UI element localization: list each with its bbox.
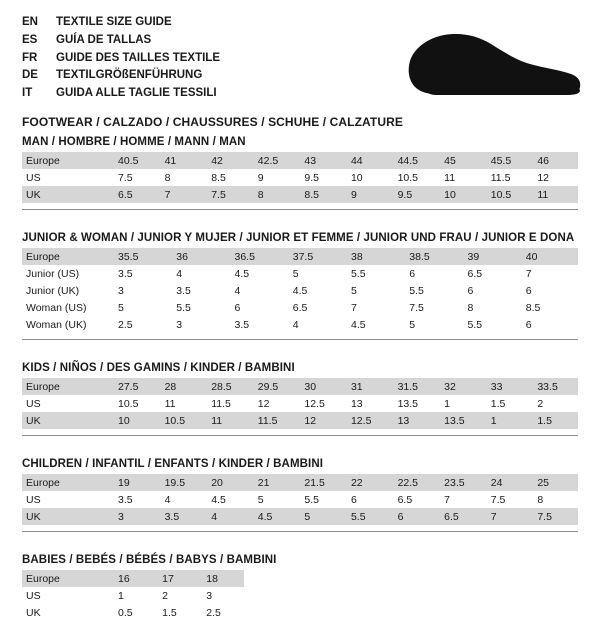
size-cell: 6 xyxy=(520,316,578,333)
size-cell: 1.5 xyxy=(485,395,532,412)
section-divider xyxy=(22,435,578,436)
language-code: EN xyxy=(22,16,38,28)
row-label: Woman (US) xyxy=(22,299,112,316)
section-title: MAN / HOMBRE / HOMME / MANN / MAN xyxy=(22,136,246,148)
size-cell: 10 xyxy=(345,169,392,186)
size-cell: 2.5 xyxy=(112,316,170,333)
table-row xyxy=(22,316,578,333)
size-cell: 20 xyxy=(205,474,252,491)
size-cell: 1.5 xyxy=(531,412,578,429)
size-cell: 3.5 xyxy=(159,508,206,525)
size-cell: 13.5 xyxy=(438,412,485,429)
size-cell: 8 xyxy=(159,169,206,186)
size-cell: 4 xyxy=(287,316,345,333)
size-cell: 19 xyxy=(112,474,159,491)
size-cell: 9 xyxy=(345,186,392,203)
table-row xyxy=(22,248,578,265)
size-cell: 19.5 xyxy=(159,474,206,491)
language-row xyxy=(22,32,220,50)
size-cell: 9.5 xyxy=(392,186,439,203)
size-cell: 30 xyxy=(298,378,345,395)
size-cell: 4.5 xyxy=(252,508,299,525)
size-cell: 38 xyxy=(345,248,403,265)
size-table xyxy=(22,152,578,203)
size-cell: 11.5 xyxy=(205,395,252,412)
size-cell: 41 xyxy=(159,152,206,169)
size-cell: 4.5 xyxy=(287,282,345,299)
size-cell: 12 xyxy=(531,169,578,186)
size-cell: 9.5 xyxy=(298,169,345,186)
size-cell: 25 xyxy=(531,474,578,491)
size-section xyxy=(22,136,578,210)
row-label: Europe xyxy=(22,570,112,587)
size-cell: 44.5 xyxy=(392,152,439,169)
size-cell: 6 xyxy=(345,491,392,508)
size-cell: 45 xyxy=(438,152,485,169)
table-row xyxy=(22,412,578,429)
size-cell: 7 xyxy=(438,491,485,508)
size-cell: 3.5 xyxy=(170,282,228,299)
size-cell: 36 xyxy=(170,248,228,265)
size-cell: 42 xyxy=(205,152,252,169)
size-cell: 28 xyxy=(159,378,206,395)
section-title: CHILDREN / INFANTIL / ENFANTS / KINDER / BAMBINI xyxy=(22,458,324,470)
language-row xyxy=(22,14,220,32)
row-label: US xyxy=(22,395,112,412)
size-cell: 36.5 xyxy=(229,248,287,265)
size-cell: 6.5 xyxy=(112,186,159,203)
size-cell: 22 xyxy=(345,474,392,491)
language-title: GUIDE DES TAILLES TEXTILE xyxy=(56,51,220,64)
size-cell: 11 xyxy=(438,169,485,186)
size-table xyxy=(22,474,578,525)
size-cell: 2.5 xyxy=(200,604,244,621)
size-cell: 40 xyxy=(520,248,578,265)
row-label: Junior (UK) xyxy=(22,282,112,299)
table-row xyxy=(22,152,578,169)
size-cell: 44 xyxy=(345,152,392,169)
row-label: Woman (UK) xyxy=(22,316,112,333)
size-cell: 3 xyxy=(112,508,159,525)
size-cell: 29.5 xyxy=(252,378,299,395)
size-cell: 5 xyxy=(298,508,345,525)
section-title: KIDS / NIÑOS / DES GAMINS / KINDER / BAMBINI xyxy=(22,362,295,374)
size-cell: 35.5 xyxy=(112,248,170,265)
size-cell: 12 xyxy=(252,395,299,412)
size-sections xyxy=(22,136,578,621)
size-cell: 4.5 xyxy=(229,265,287,282)
size-cell: 40.5 xyxy=(112,152,159,169)
size-cell: 5.5 xyxy=(298,491,345,508)
table-row xyxy=(22,587,244,604)
size-cell: 7.5 xyxy=(112,169,159,186)
size-cell: 5.5 xyxy=(462,316,520,333)
size-cell: 1.5 xyxy=(156,604,200,621)
row-label: US xyxy=(22,491,112,508)
size-cell: 4 xyxy=(205,508,252,525)
size-cell: 23.5 xyxy=(438,474,485,491)
size-cell: 4 xyxy=(229,282,287,299)
size-cell: 45.5 xyxy=(485,152,532,169)
table-row xyxy=(22,169,578,186)
size-section xyxy=(22,232,578,340)
language-code: FR xyxy=(22,51,38,64)
size-cell: 7.5 xyxy=(403,299,461,316)
size-cell: 33 xyxy=(485,378,532,395)
size-cell: 13 xyxy=(392,412,439,429)
size-cell: 6.5 xyxy=(438,508,485,525)
table-row xyxy=(22,604,244,621)
size-cell: 7.5 xyxy=(205,186,252,203)
size-cell: 12 xyxy=(298,412,345,429)
size-cell: 39 xyxy=(462,248,520,265)
size-cell: 32 xyxy=(438,378,485,395)
size-cell: 21 xyxy=(252,474,299,491)
language-code: IT xyxy=(22,87,33,100)
table-row xyxy=(22,378,578,395)
size-cell: 42.5 xyxy=(252,152,299,169)
size-cell: 5 xyxy=(252,491,299,508)
size-cell: 17 xyxy=(156,570,200,587)
language-title: GUÍA DE TALLAS xyxy=(56,33,152,46)
language-code: ES xyxy=(22,33,38,46)
size-cell: 16 xyxy=(112,570,156,587)
row-label: US xyxy=(22,169,112,186)
size-cell: 1 xyxy=(438,395,485,412)
size-cell: 46 xyxy=(531,152,578,169)
size-cell: 6 xyxy=(462,282,520,299)
size-cell: 8.5 xyxy=(205,169,252,186)
size-cell: 27.5 xyxy=(112,378,159,395)
table-row xyxy=(22,282,578,299)
size-cell: 7.5 xyxy=(485,491,532,508)
language-title: TEXTILGRÖßENFÜHRUNG xyxy=(56,69,203,82)
size-cell: 5.5 xyxy=(170,299,228,316)
size-cell: 43 xyxy=(298,152,345,169)
size-cell: 4 xyxy=(170,265,228,282)
language-title: TEXTILE SIZE GUIDE xyxy=(56,16,172,28)
row-label: Junior (US) xyxy=(22,265,112,282)
table-row xyxy=(22,570,244,587)
dress-shoe-icon xyxy=(392,30,582,100)
row-label: UK xyxy=(22,412,112,429)
document-header xyxy=(22,14,578,130)
size-cell: 8.5 xyxy=(520,299,578,316)
size-cell: 7.5 xyxy=(531,508,578,525)
size-cell: 11.5 xyxy=(485,169,532,186)
row-label: Europe xyxy=(22,474,112,491)
size-cell: 7 xyxy=(485,508,532,525)
size-cell: 8 xyxy=(252,186,299,203)
size-cell: 11.5 xyxy=(252,412,299,429)
size-cell: 10 xyxy=(438,186,485,203)
size-cell: 4 xyxy=(159,491,206,508)
size-cell: 28.5 xyxy=(205,378,252,395)
size-cell: 8.5 xyxy=(298,186,345,203)
section-divider xyxy=(22,209,578,210)
size-cell: 13 xyxy=(345,395,392,412)
size-cell: 12.5 xyxy=(345,412,392,429)
size-table xyxy=(22,570,244,621)
size-cell: 24 xyxy=(485,474,532,491)
table-row xyxy=(22,508,578,525)
row-label: Europe xyxy=(22,378,112,395)
size-cell: 2 xyxy=(531,395,578,412)
row-label: US xyxy=(22,587,112,604)
size-cell: 10 xyxy=(112,412,159,429)
size-cell: 4.5 xyxy=(205,491,252,508)
size-cell: 9 xyxy=(252,169,299,186)
language-row xyxy=(22,67,220,85)
size-table xyxy=(22,378,578,429)
size-cell: 7 xyxy=(159,186,206,203)
size-cell: 37.5 xyxy=(287,248,345,265)
size-cell: 5 xyxy=(403,316,461,333)
size-cell: 5.5 xyxy=(345,265,403,282)
size-cell: 31.5 xyxy=(392,378,439,395)
size-cell: 6 xyxy=(229,299,287,316)
row-label: UK xyxy=(22,186,112,203)
language-code: DE xyxy=(22,69,38,82)
size-cell: 11 xyxy=(205,412,252,429)
size-cell: 22.5 xyxy=(392,474,439,491)
size-cell: 6 xyxy=(403,265,461,282)
section-title: BABIES / BEBÉS / BÉBÉS / BABYS / BAMBINI xyxy=(22,554,277,566)
language-row xyxy=(22,50,220,68)
size-cell: 6.5 xyxy=(462,265,520,282)
size-cell: 10.5 xyxy=(485,186,532,203)
size-cell: 5.5 xyxy=(345,508,392,525)
document-subtitle: FOOTWEAR / CALZADO / CHAUSSURES / SCHUHE / CALZATURE xyxy=(22,115,403,130)
row-label: UK xyxy=(22,508,112,525)
language-title: GUIDA ALLE TAGLIE TESSILI xyxy=(56,87,217,100)
size-cell: 3 xyxy=(200,587,244,604)
table-row xyxy=(22,474,578,491)
size-cell: 6.5 xyxy=(392,491,439,508)
size-cell: 5 xyxy=(112,299,170,316)
section-divider xyxy=(22,531,578,532)
size-cell: 4.5 xyxy=(345,316,403,333)
row-label: Europe xyxy=(22,248,112,265)
table-row xyxy=(22,186,578,203)
table-row xyxy=(22,395,578,412)
size-cell: 3.5 xyxy=(112,265,170,282)
size-cell: 38.5 xyxy=(403,248,461,265)
size-cell: 18 xyxy=(200,570,244,587)
size-cell: 7 xyxy=(520,265,578,282)
size-cell: 0.5 xyxy=(112,604,156,621)
size-cell: 6.5 xyxy=(287,299,345,316)
language-title-list xyxy=(22,14,220,103)
table-row xyxy=(22,491,578,508)
table-row xyxy=(22,299,578,316)
size-section xyxy=(22,362,578,436)
size-cell: 10.5 xyxy=(112,395,159,412)
size-cell: 1 xyxy=(485,412,532,429)
row-label: UK xyxy=(22,604,112,621)
size-cell: 7 xyxy=(345,299,403,316)
size-cell: 2 xyxy=(156,587,200,604)
size-cell: 6 xyxy=(520,282,578,299)
size-cell: 13.5 xyxy=(392,395,439,412)
size-cell: 11 xyxy=(531,186,578,203)
size-cell: 5.5 xyxy=(403,282,461,299)
size-cell: 11 xyxy=(159,395,206,412)
size-cell: 10.5 xyxy=(159,412,206,429)
size-cell: 3.5 xyxy=(229,316,287,333)
section-title: JUNIOR & WOMAN / JUNIOR Y MUJER / JUNIOR ET FEMME / JUNIOR UND FRAU / JUNIOR E DONA xyxy=(22,232,575,244)
row-label: Europe xyxy=(22,152,112,169)
table-row xyxy=(22,265,578,282)
size-cell: 1 xyxy=(112,587,156,604)
size-cell: 12.5 xyxy=(298,395,345,412)
size-cell: 8 xyxy=(462,299,520,316)
size-section xyxy=(22,554,578,621)
size-cell: 5 xyxy=(287,265,345,282)
size-cell: 6 xyxy=(392,508,439,525)
size-section xyxy=(22,458,578,532)
size-table xyxy=(22,248,578,333)
size-cell: 5 xyxy=(345,282,403,299)
size-cell: 3 xyxy=(170,316,228,333)
size-cell: 3 xyxy=(112,282,170,299)
size-cell: 31 xyxy=(345,378,392,395)
size-cell: 8 xyxy=(531,491,578,508)
size-cell: 21.5 xyxy=(298,474,345,491)
size-cell: 3.5 xyxy=(112,491,159,508)
section-divider xyxy=(22,339,578,340)
language-row xyxy=(22,85,220,103)
size-cell: 33.5 xyxy=(531,378,578,395)
size-cell: 10.5 xyxy=(392,169,439,186)
